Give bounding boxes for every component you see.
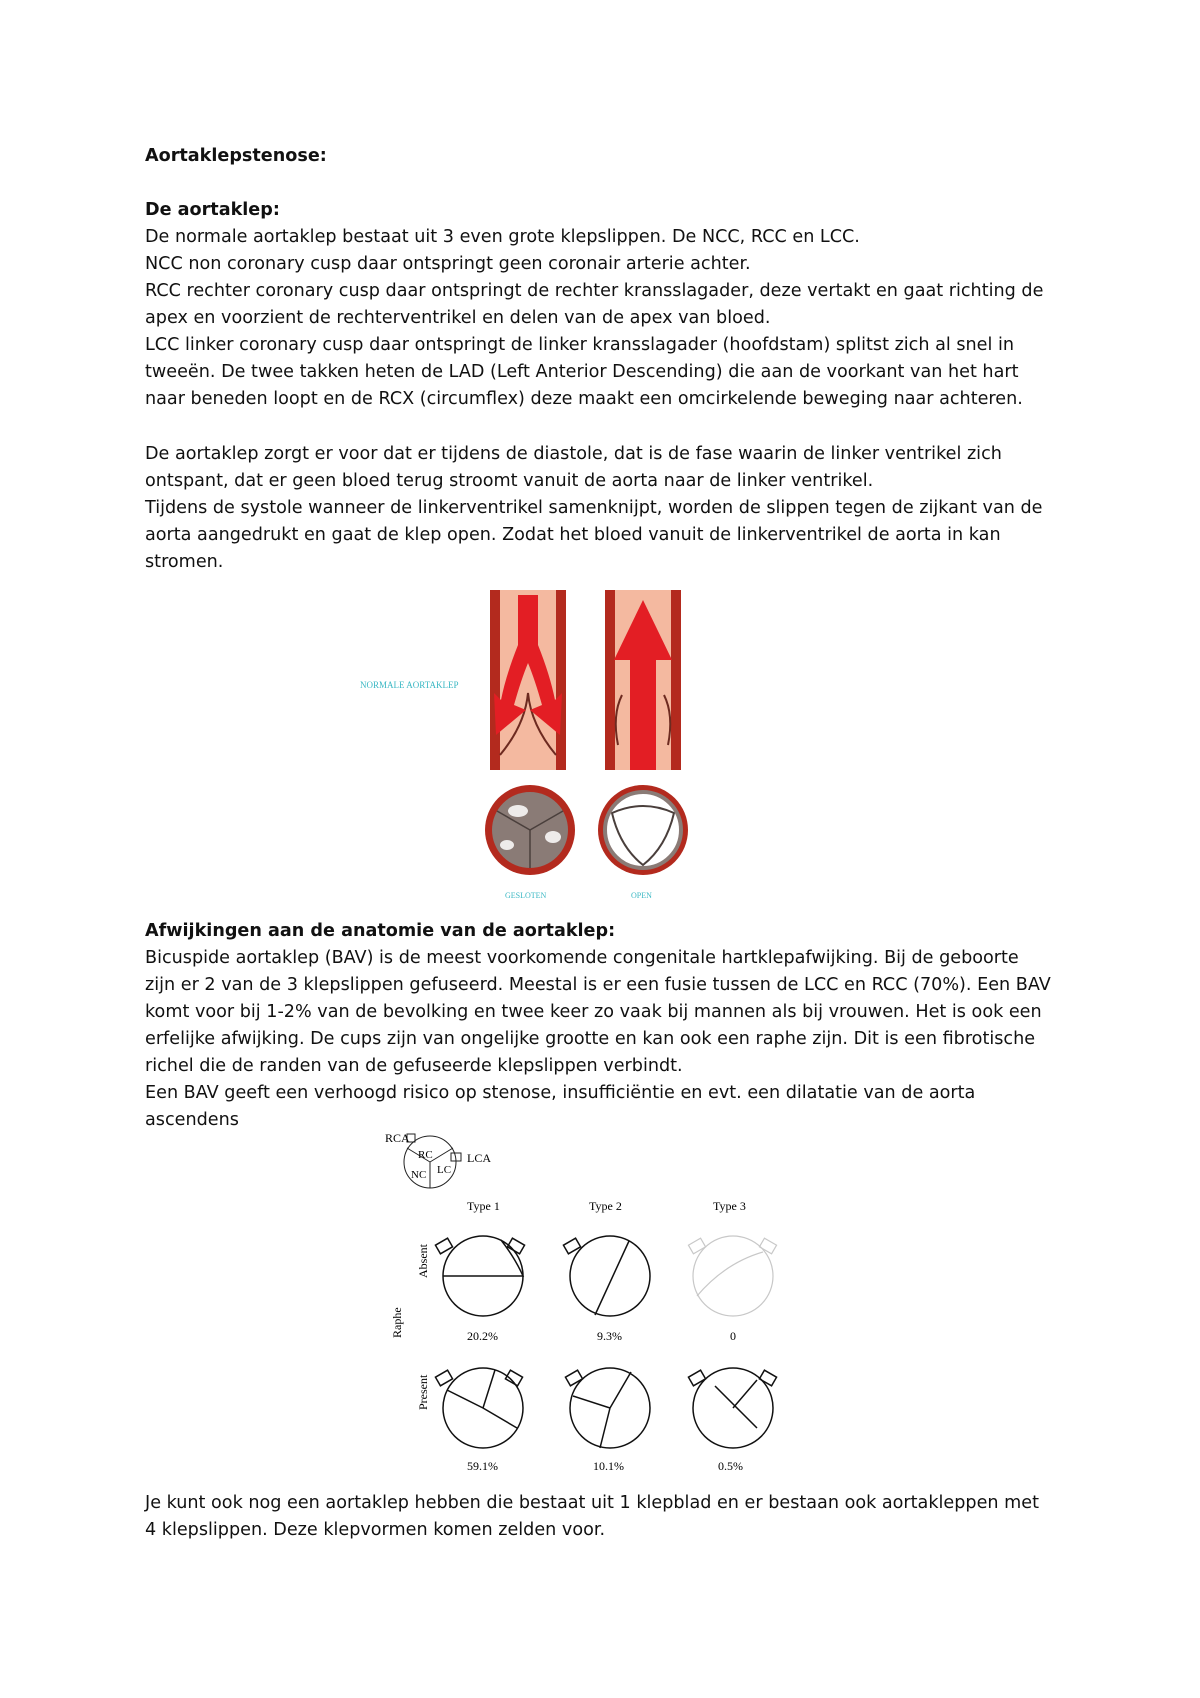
paragraph-line: zijn er 2 van de 3 klepslippen gefuseerd. Meestal is er een fusie tussen de LCC en RCC (70%). Een BAV	[145, 975, 1051, 995]
valve-absent-type3	[688, 1236, 776, 1316]
paragraph-line: komt voor bij 1-2% van de bevolking en twee keer zo vaak bij mannen als bij vrouwen. Het is ook een	[145, 1002, 1042, 1022]
paragraph-line: LCC linker coronary cusp daar ontspringt de linker kransslagader (hoofdstam) splitst zich al snel in	[145, 335, 1015, 355]
normal-aortic-valve-figure	[350, 585, 730, 905]
type-2-header: Type 2	[589, 1199, 622, 1213]
absent-row-label: Absent	[416, 1244, 430, 1278]
paragraph-line: 4 klepslippen. Deze klepvormen komen zelden voor.	[145, 1520, 606, 1540]
percent-absent-type1: 20.2%	[467, 1329, 498, 1343]
legend-nc: NC	[411, 1169, 427, 1181]
valve-present-type2	[565, 1368, 650, 1448]
percent-absent-type2: 9.3%	[597, 1329, 622, 1343]
paragraph-line: Een BAV geeft een verhoogd risico op stenose, insufficiëntie en evt. een dilatatie van de aorta	[145, 1083, 976, 1103]
paragraph-line: tweeën. De twee takken heten de LAD (Left Anterior Descending) die aan de voorkant van het hart	[145, 362, 1019, 382]
paragraph-line: Bicuspide aortaklep (BAV) is de meest voorkomende congenitale hartklepafwijking. Bij de geboorte	[145, 948, 1019, 968]
open-valve-vessel	[605, 590, 681, 770]
section-heading-afwijkingen: Afwijkingen aan de anatomie van de aortaklep:	[145, 921, 616, 941]
paragraph-line: ascendens	[145, 1110, 239, 1130]
legend-rc: RC	[418, 1149, 433, 1161]
percent-absent-type3: 0	[730, 1329, 736, 1343]
valve-present-type1	[435, 1368, 523, 1448]
paragraph-line: stromen.	[145, 552, 224, 572]
bav-types-figure	[385, 1128, 815, 1476]
paragraph-line: NCC non coronary cusp daar ontspringt geen coronair arterie achter.	[145, 254, 751, 274]
paragraph-line: De aortaklep zorgt er voor dat er tijdens de diastole, dat is de fase waarin de linker ventrikel zich	[145, 444, 1002, 464]
valve-absent-type1	[435, 1236, 524, 1316]
paragraph-line: aorta aangedrukt en gaat de klep open. Zodat het bloed vanuit de linkerventrikel de aorta in kan	[145, 525, 1001, 545]
closed-valve-vessel	[490, 590, 566, 770]
percent-present-type3: 0.5%	[718, 1459, 743, 1473]
percent-present-type1: 59.1%	[467, 1459, 498, 1473]
figure-label-normale-aortaklep: NORMALE AORTAKLEP	[360, 680, 459, 690]
type-3-header: Type 3	[713, 1199, 746, 1213]
legend-lca: LCA	[467, 1151, 491, 1165]
valve-absent-type2	[563, 1236, 650, 1316]
open-label: OPEN	[631, 891, 652, 900]
legend-lc: LC	[437, 1164, 452, 1176]
paragraph-line: richel die de randen van de gefuseerde klepslippen verbindt.	[145, 1056, 683, 1076]
document-title: Aortaklepstenose:	[145, 146, 327, 166]
paragraph-line: naar beneden loopt en de RCX (circumflex) deze maakt een omcirkelende beweging naar achteren.	[145, 389, 1023, 409]
closed-label: GESLOTEN	[505, 891, 547, 900]
section-heading-aortaklep: De aortaklep:	[145, 200, 280, 220]
legend-rca: RCA	[385, 1131, 410, 1145]
paragraph-line: ontspant, dat er geen bloed terug stroomt vanuit de aorta naar de linker ventrikel.	[145, 471, 874, 491]
valve-present-type3	[688, 1368, 776, 1448]
paragraph-line: Je kunt ook nog een aortaklep hebben die bestaat uit 1 klepblad en er bestaan ook aortakleppen met	[145, 1493, 1039, 1513]
paragraph-line: erfelijke afwijking. De cups zijn van ongelijke grootte en kan ook een raphe zijn. Dit is een fibrotische	[145, 1029, 1036, 1049]
present-row-label: Present	[416, 1374, 430, 1410]
paragraph-line: Tijdens de systole wanneer de linkerventrikel samenknijpt, worden de slippen tegen de zijkant van de	[145, 498, 1043, 518]
paragraph-line: RCC rechter coronary cusp daar ontspringt de rechter kransslagader, deze vertakt en gaat richting de	[145, 281, 1044, 301]
type-1-header: Type 1	[467, 1199, 500, 1213]
paragraph-line: apex en voorzient de rechterventrikel en delen van de apex van bloed.	[145, 308, 771, 328]
paragraph-line: De normale aortaklep bestaat uit 3 even grote klepslippen. De NCC, RCC en LCC.	[145, 227, 860, 247]
open-valve-ring	[598, 785, 688, 875]
closed-valve-ring	[485, 785, 575, 875]
raphe-axis-label: Raphe	[390, 1307, 404, 1338]
percent-present-type2: 10.1%	[593, 1459, 624, 1473]
